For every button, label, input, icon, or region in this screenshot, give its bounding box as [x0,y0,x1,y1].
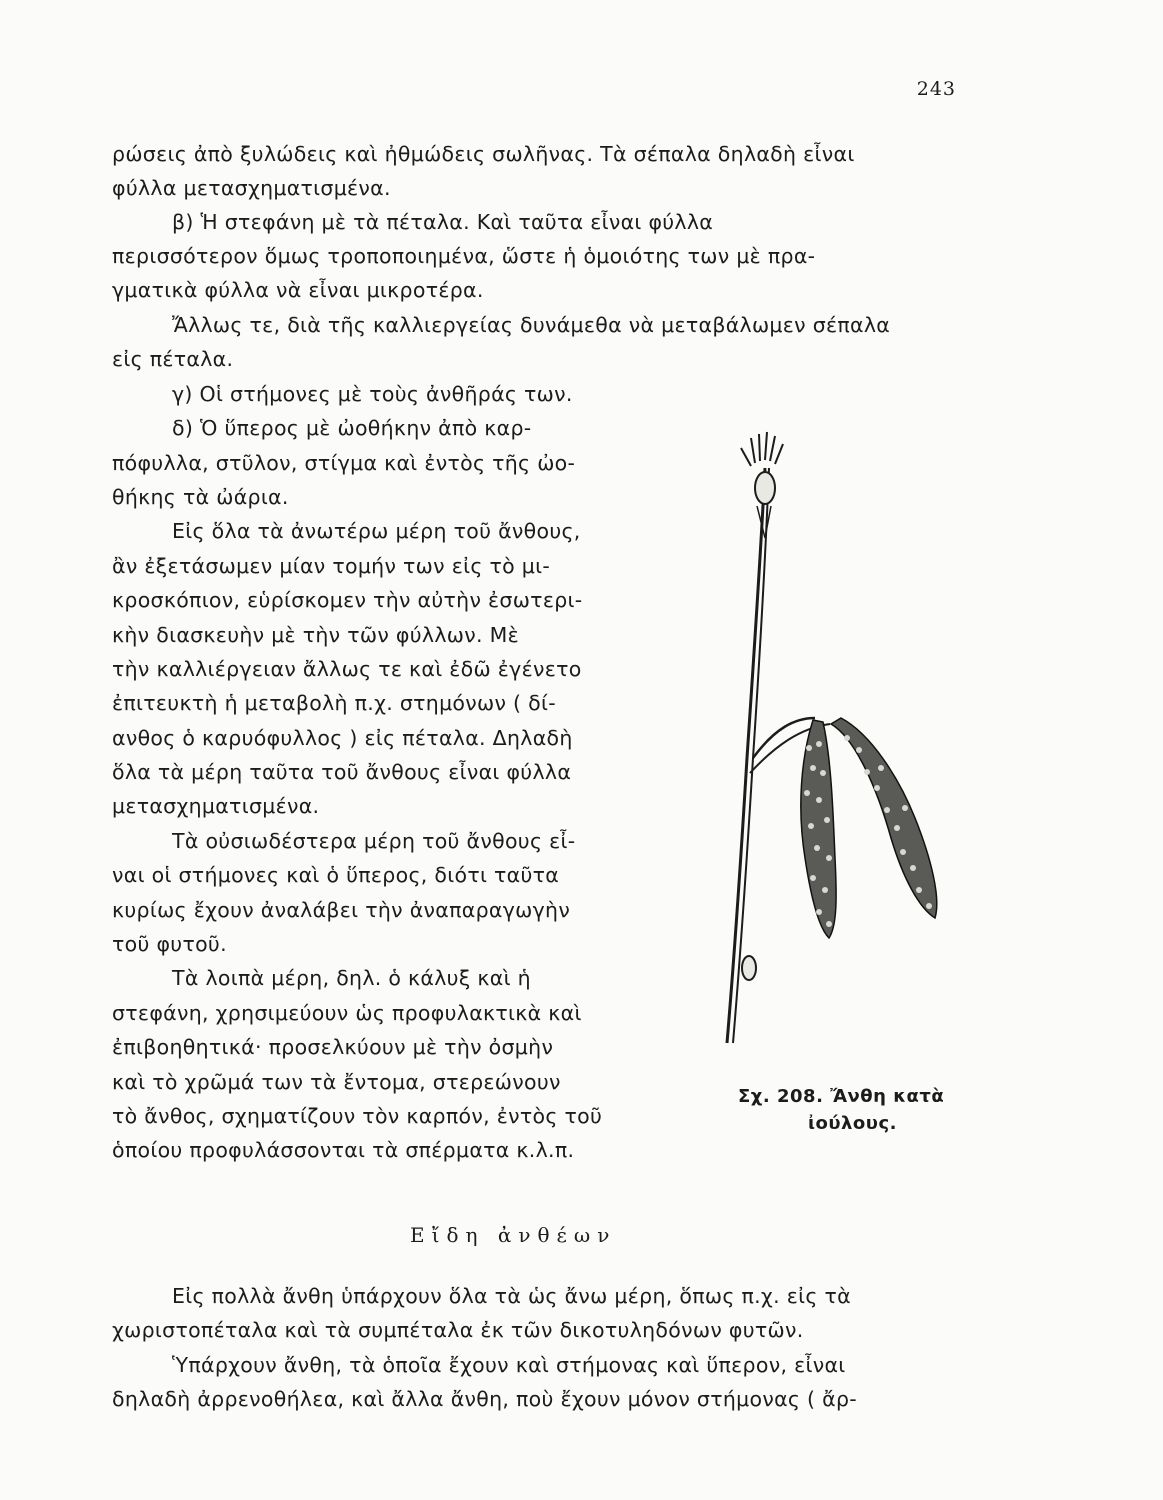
text-line: εἰς πέταλα. [112,347,234,371]
text-line: χωριστοπέταλα καὶ τὰ συμπέταλα ἐκ τῶν δικοτυληδόνων φυτῶν. [112,1318,804,1342]
text-line: β) Ἡ στεφάνη μὲ τὰ πέταλα. Καὶ ταῦτα εἶναι φύλλα [172,210,714,234]
text-line: τὴν καλλιέργειαν ἄλλως τε καὶ ἐδῶ ἐγένετο [112,657,582,681]
text-line: περισσότερον ὅμως τροποποιημένα, ὥστε ἡ ὁμοιότης των μὲ πρα- [112,244,816,268]
text-line: δηλαδὴ ἀρρενοθήλεα, καὶ ἄλλα ἄνθη, ποὺ ἔχουν μόνον στήμονας ( ἄρ- [112,1387,857,1411]
text-line: Ὑπάρχουν ἄνθη, τὰ ὁποῖα ἔχουν καὶ στήμονας καὶ ὕπερον, εἶναι [172,1353,846,1377]
page-number: 243 [916,78,956,100]
text-line: δ) Ὁ ὕπερος μὲ ὠοθήκην ἀπὸ καρ- [172,416,532,440]
text-line: Εἰς πολλὰ ἄνθη ὑπάρχουν ὅλα τὰ ὡς ἄνω μέρη, ὅπως π.χ. εἰς τὰ [172,1284,851,1308]
text-line: Ἄλλως τε, διὰ τῆς καλλιεργείας δυνάμεθα νὰ μεταβάλωμεν σέπαλα [172,313,891,337]
text-line: γματικὰ φύλλα νὰ εἶναι μικροτέρα. [112,278,484,302]
text-line: Τὰ οὐσιωδέστερα μέρη τοῦ ἄνθους εἶ- [172,829,576,853]
catkin-illustration [705,428,945,1048]
text-line: φύλλα μετασχηματισμένα. [112,176,391,200]
text-line: τὸ ἄνθος, σχηματίζουν τὸν καρπόν, ἐντὸς τοῦ [112,1104,603,1128]
text-line: τοῦ φυτοῦ. [112,932,227,956]
text-line: καὶ τὸ χρῶμά των τὰ ἔντομα, στερεώνουν [112,1070,561,1094]
text-line: ναι οἱ στήμονες καὶ ὁ ὕπερος, διότι ταῦτα [112,863,560,887]
text-line: ὅλα τὰ μέρη ταῦτα τοῦ ἄνθους εἶναι φύλλα [112,760,572,784]
text-line: θήκης τὰ ὠάρια. [112,485,289,509]
figure-caption: Σχ. 208. Ἄνθη κατὰ [738,1086,945,1107]
section-heading: Εἴδη ἀνθέων [410,1223,617,1247]
catkin-1 [801,720,836,938]
text-line: ἂν ἐξετάσωμεν μίαν τομήν των εἰς τὸ μι- [112,554,551,578]
text-line: ρώσεις ἀπὸ ξυλώδεις καὶ ἠθμώδεις σωλῆνας. Τὰ σέπαλα δηλαδὴ εἶναι [112,142,855,166]
text-line: κὴν διασκευὴν μὲ τὴν τῶν φύλλων. Μὲ [112,623,519,647]
text-line: πόφυλλα, στῦλον, στίγμα καὶ ἐντὸς τῆς ὠο- [112,451,576,475]
text-line: στεφάνη, χρησιμεύουν ὡς προφυλακτικὰ καὶ [112,1001,582,1025]
text-line: ἐπιτευκτὴ ἡ μεταβολὴ π.χ. στημόνων ( δί- [112,691,556,715]
text-line: Τὰ λοιπὰ μέρη, δηλ. ὁ κάλυξ καὶ ἡ [172,966,531,990]
text-line: ὁποίου προφυλάσσονται τὰ σπέρματα κ.λ.π. [112,1138,575,1162]
text-line: ανθος ὁ καρυόφυλλος ) εἰς πέταλα. Δηλαδὴ [112,726,573,750]
text-line: γ) Οἱ στήμονες μὲ τοὺς ἀνθῆράς των. [172,382,573,406]
text-line: κροσκόπιον, εὑρίσκομεν τὴν αὐτὴν ἐσωτερι- [112,588,583,612]
text-line: κυρίως ἔχουν ἀναλάβει τὴν ἀναπαραγωγὴν [112,898,571,922]
text-line: ἐπιβοηθητικά· προσελκύουν μὲ τὴν ὀσμὴν [112,1035,554,1059]
text-line: Εἰς ὅλα τὰ ἀνωτέρω μέρη τοῦ ἄνθους, [172,519,581,543]
text-line: μετασχηματισμένα. [112,794,320,818]
figure-caption-continued: ἰούλους. [808,1113,897,1134]
